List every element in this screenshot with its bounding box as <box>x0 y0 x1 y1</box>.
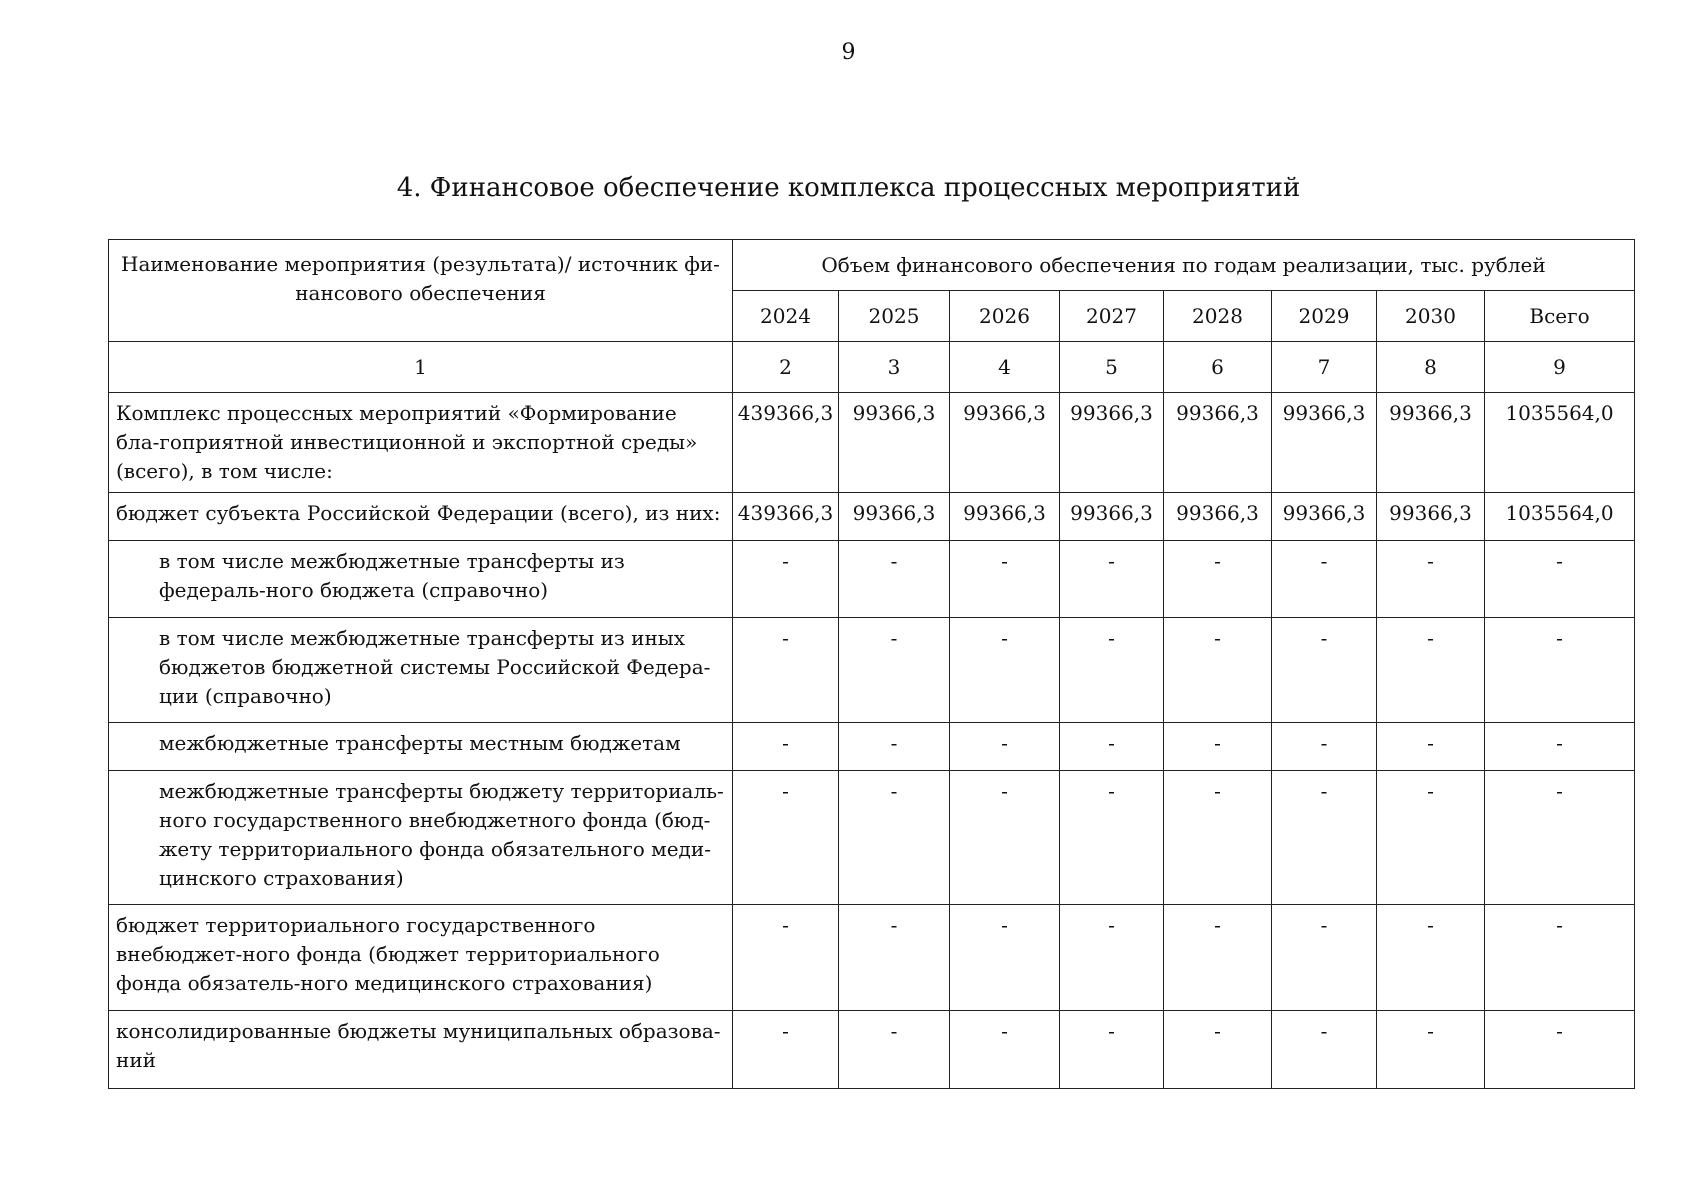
value-cell: - <box>733 541 839 618</box>
value-cell: - <box>1164 618 1272 723</box>
value-cell: 99366,3 <box>1060 393 1164 493</box>
header-row-top <box>109 240 1635 291</box>
value-cell: - <box>1272 723 1377 771</box>
value-cell: - <box>1164 723 1272 771</box>
header-year-cell: 2027 <box>1060 291 1164 342</box>
value-cell: 99366,3 <box>1060 493 1164 541</box>
table-row <box>109 541 1635 618</box>
table-row <box>109 723 1635 771</box>
value-cell: 99366,3 <box>1272 493 1377 541</box>
value-cell: - <box>1377 618 1485 723</box>
table-row <box>109 493 1635 541</box>
value-cell: 99366,3 <box>1164 493 1272 541</box>
value-cell: - <box>733 618 839 723</box>
value-cell: - <box>1060 905 1164 1011</box>
column-number-cell: 3 <box>839 342 950 393</box>
row-label: межбюджетные трансферты бюджету территориаль-ного государственного внебюджетного фонда (бюд-жету территориального фонда обязательного меди-цинского страхования) <box>109 771 733 905</box>
value-cell: - <box>1377 541 1485 618</box>
row-label: в том числе межбюджетные трансферты из иных бюджетов бюджетной системы Российской Федера-ции (справочно) <box>109 618 733 723</box>
value-cell-total: 1035564,0 <box>1485 393 1635 493</box>
value-cell-total: - <box>1485 771 1635 905</box>
value-cell-total: - <box>1485 618 1635 723</box>
value-cell: - <box>733 771 839 905</box>
value-cell: - <box>839 771 950 905</box>
row-label: бюджет территориального государственного внебюджет-ного фонда (бюджет территориального фонда обязатель-ного медицинского страхования) <box>109 905 733 1011</box>
value-cell: - <box>950 723 1060 771</box>
value-cell: - <box>1377 723 1485 771</box>
value-cell: 99366,3 <box>1164 393 1272 493</box>
financing-table <box>108 239 1635 1089</box>
header-year-cell: 2024 <box>733 291 839 342</box>
page-number: 9 <box>841 40 856 65</box>
header-year-cell: 2028 <box>1164 291 1272 342</box>
value-cell: - <box>1272 618 1377 723</box>
value-cell: - <box>950 1011 1060 1089</box>
column-number-cell: 8 <box>1377 342 1485 393</box>
value-cell: - <box>733 1011 839 1089</box>
value-cell: - <box>1164 541 1272 618</box>
value-cell: - <box>1272 1011 1377 1089</box>
value-cell: - <box>1060 618 1164 723</box>
value-cell: 99366,3 <box>839 393 950 493</box>
value-cell: - <box>1060 541 1164 618</box>
column-number-cell: 2 <box>733 342 839 393</box>
column-number-cell: 9 <box>1485 342 1635 393</box>
column-number-cell: 6 <box>1164 342 1272 393</box>
value-cell: - <box>1164 1011 1272 1089</box>
value-cell: - <box>950 905 1060 1011</box>
value-cell: - <box>839 723 950 771</box>
value-cell: - <box>1060 723 1164 771</box>
value-cell-total: - <box>1485 723 1635 771</box>
row-label: Комплекс процессных мероприятий «Формирование бла-гоприятной инвестиционной и экспортной среды» (всего), в том числе: <box>109 393 733 493</box>
value-cell: - <box>839 905 950 1011</box>
column-number-row <box>109 342 1635 393</box>
value-cell: - <box>1272 771 1377 905</box>
table-row <box>109 393 1635 493</box>
value-cell-total: - <box>1485 541 1635 618</box>
table-row <box>109 771 1635 905</box>
value-cell: - <box>1377 905 1485 1011</box>
header-total-cell: Всего <box>1485 291 1635 342</box>
value-cell: 99366,3 <box>1377 393 1485 493</box>
header-year-cell: 2026 <box>950 291 1060 342</box>
value-cell: 99366,3 <box>1377 493 1485 541</box>
row-label: межбюджетные трансферты местным бюджетам <box>109 723 733 771</box>
row-label: консолидированные бюджеты муниципальных образова-ний <box>109 1011 733 1089</box>
value-cell: - <box>950 541 1060 618</box>
document-title: 4. Финансовое обеспечение комплекса процессных мероприятий <box>396 173 1301 203</box>
value-cell: - <box>1377 1011 1485 1089</box>
value-cell: 439366,3 <box>733 393 839 493</box>
value-cell: - <box>1164 771 1272 905</box>
value-cell: 99366,3 <box>950 393 1060 493</box>
value-cell: - <box>733 723 839 771</box>
column-number-cell: 5 <box>1060 342 1164 393</box>
header-year-cell: 2029 <box>1272 291 1377 342</box>
row-label: в том числе межбюджетные трансферты из федераль-ного бюджета (справочно) <box>109 541 733 618</box>
header-name-cell: Наименование мероприятия (результата)/ источник фи-нансового обеспечения <box>109 240 733 342</box>
column-number-cell: 4 <box>950 342 1060 393</box>
value-cell: 99366,3 <box>1272 393 1377 493</box>
value-cell: 439366,3 <box>733 493 839 541</box>
table-row <box>109 1011 1635 1089</box>
value-cell: - <box>1164 905 1272 1011</box>
value-cell: - <box>1060 771 1164 905</box>
value-cell: - <box>1272 905 1377 1011</box>
value-cell: - <box>839 1011 950 1089</box>
value-cell-total: - <box>1485 1011 1635 1089</box>
value-cell: 99366,3 <box>839 493 950 541</box>
header-year-cell: 2025 <box>839 291 950 342</box>
row-label: бюджет субъекта Российской Федерации (всего), из них: <box>109 493 733 541</box>
value-cell: - <box>839 541 950 618</box>
value-cell: 99366,3 <box>950 493 1060 541</box>
column-number-cell: 7 <box>1272 342 1377 393</box>
header-group-cell: Объем финансового обеспечения по годам реализации, тыс. рублей <box>733 240 1635 291</box>
value-cell: - <box>1377 771 1485 905</box>
value-cell-total: 1035564,0 <box>1485 493 1635 541</box>
column-number-cell: 1 <box>109 342 733 393</box>
value-cell: - <box>1060 1011 1164 1089</box>
value-cell: - <box>950 618 1060 723</box>
value-cell-total: - <box>1485 905 1635 1011</box>
header-year-cell: 2030 <box>1377 291 1485 342</box>
table-row <box>109 618 1635 723</box>
table-row <box>109 905 1635 1011</box>
value-cell: - <box>733 905 839 1011</box>
value-cell: - <box>839 618 950 723</box>
value-cell: - <box>950 771 1060 905</box>
value-cell: - <box>1272 541 1377 618</box>
